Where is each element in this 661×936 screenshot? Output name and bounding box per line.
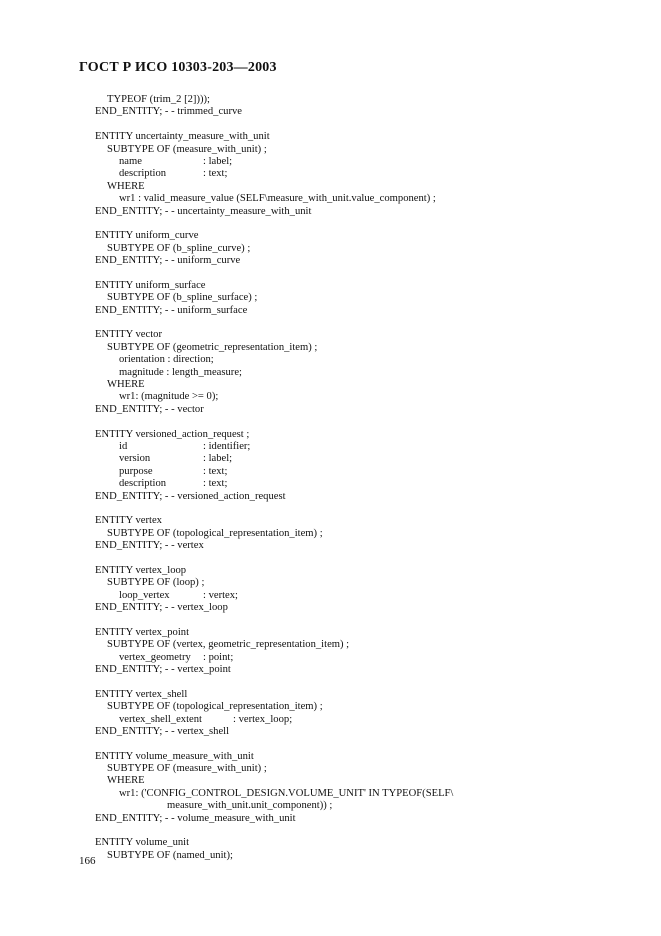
- code-text: SUBTYPE OF (measure_with_unit) ;: [107, 763, 267, 775]
- code-type-column: : vertex;: [203, 589, 239, 601]
- code-text: END_ENTITY; - - uniform_curve: [95, 255, 241, 267]
- code-text: id: [119, 440, 128, 452]
- code-line: [95, 379, 635, 391]
- code-text: ENTITY vertex_point: [95, 626, 190, 638]
- code-text: ENTITY vertex_loop: [95, 564, 187, 576]
- code-line: [95, 243, 635, 255]
- code-line: [95, 466, 635, 478]
- code-line: [95, 342, 635, 354]
- code-text: ENTITY volume_measure_with_unit: [95, 750, 254, 762]
- code-line: [95, 565, 635, 577]
- code-text: END_ENTITY; - - vertex_loop: [95, 602, 228, 614]
- code-text: SUBTYPE OF (named_unit);: [107, 849, 233, 861]
- blank-line: [95, 676, 635, 688]
- code-type-column: : identifier;: [203, 440, 251, 452]
- code-line: [95, 292, 635, 304]
- code-line: [95, 305, 635, 317]
- blank-line: [95, 317, 635, 329]
- code-text: TYPEOF (trim_2 [2])));: [107, 94, 210, 105]
- code-line: [95, 775, 635, 787]
- code-line: [95, 689, 635, 701]
- code-line: [95, 280, 635, 292]
- code-line: [95, 94, 635, 106]
- code-text: END_ENTITY; - - vector: [95, 403, 204, 415]
- blank-line: [95, 738, 635, 750]
- code-text: vertex_geometry: [119, 651, 191, 663]
- code-text: ENTITY uniform_surface: [95, 279, 206, 291]
- code-text: WHERE: [107, 775, 145, 787]
- code-text: version: [119, 453, 151, 465]
- code-text: orientation : direction;: [119, 354, 214, 366]
- code-line: [95, 491, 635, 503]
- code-line: [95, 763, 635, 775]
- code-text: ENTITY volume_unit: [95, 837, 190, 849]
- code-text: ENTITY vector: [95, 329, 162, 341]
- code-text: SUBTYPE OF (b_spline_surface) ;: [107, 292, 258, 304]
- code-line: [95, 230, 635, 242]
- code-text: ENTITY versioned_action_request ;: [95, 428, 250, 440]
- code-line: [95, 602, 635, 614]
- code-text: SUBTYPE OF (b_spline_curve) ;: [107, 242, 251, 254]
- code-text: END_ENTITY; - - volume_measure_with_unit: [95, 812, 296, 824]
- code-text: WHERE: [107, 378, 145, 390]
- blank-line: [95, 416, 635, 428]
- code-line: [95, 391, 635, 403]
- blank-line: [95, 218, 635, 230]
- code-type-column: : label;: [203, 453, 233, 465]
- code-line: [95, 131, 635, 143]
- code-text: measure_with_unit.unit_component)) ;: [167, 800, 333, 812]
- code-type-column: : text;: [203, 465, 228, 477]
- code-line: [95, 429, 635, 441]
- code-line: [95, 590, 635, 602]
- blank-line: [95, 614, 635, 626]
- code-line: [95, 528, 635, 540]
- code-line: [95, 627, 635, 639]
- code-text: description: [119, 478, 167, 490]
- code-text: vertex_shell_extent: [119, 713, 202, 725]
- code-text: name: [119, 155, 142, 167]
- code-text: SUBTYPE OF (geometric_representation_item) ;: [107, 341, 318, 353]
- code-line: [95, 714, 635, 726]
- code-line: [95, 441, 635, 453]
- code-text: wr1 : valid_measure_value (SELF\measure_with_unit.value_component) ;: [119, 193, 436, 205]
- blank-line: [95, 503, 635, 515]
- code-text: wr1: ('CONFIG_CONTROL_DESIGN.VOLUME_UNIT' IN TYPEOF(SELF\: [119, 787, 454, 799]
- code-text: SUBTYPE OF (vertex, geometric_representation_item) ;: [107, 639, 350, 651]
- code-line: [95, 726, 635, 738]
- code-text: magnitude : length_measure;: [119, 366, 242, 378]
- code-line: [95, 453, 635, 465]
- code-text: END_ENTITY; - - vertex_shell: [95, 725, 230, 737]
- code-listing: [95, 94, 635, 862]
- code-text: WHERE: [107, 180, 145, 192]
- blank-line: [95, 552, 635, 564]
- code-text: END_ENTITY; - - uncertainty_measure_with_unit: [95, 205, 312, 217]
- code-line: [95, 837, 635, 849]
- code-line: [95, 404, 635, 416]
- code-line: [95, 800, 635, 812]
- code-line: [95, 850, 635, 862]
- code-line: [95, 639, 635, 651]
- code-text: SUBTYPE OF (topological_representation_item) ;: [107, 527, 323, 539]
- code-text: SUBTYPE OF (topological_representation_item) ;: [107, 701, 323, 713]
- code-text: END_ENTITY; - - versioned_action_request: [95, 490, 286, 502]
- code-line: [95, 156, 635, 168]
- code-line: [95, 354, 635, 366]
- blank-line: [95, 119, 635, 131]
- code-line: [95, 144, 635, 156]
- code-type-column: : point;: [203, 651, 234, 663]
- code-text: END_ENTITY; - - trimmed_curve: [95, 106, 242, 118]
- code-line: [95, 751, 635, 763]
- blank-line: [95, 825, 635, 837]
- blank-line: [95, 267, 635, 279]
- code-line: [95, 367, 635, 379]
- code-line: [95, 664, 635, 676]
- code-text: purpose: [119, 465, 153, 477]
- page-number: 166: [79, 855, 96, 867]
- code-text: END_ENTITY; - - vertex_point: [95, 663, 231, 675]
- code-type-column: : text;: [203, 478, 228, 490]
- code-line: [95, 255, 635, 267]
- code-text: loop_vertex: [119, 589, 170, 601]
- code-line: [95, 515, 635, 527]
- code-line: [95, 652, 635, 664]
- code-text: ENTITY vertex_shell: [95, 688, 188, 700]
- code-line: [95, 329, 635, 341]
- code-line: [95, 181, 635, 193]
- code-text: SUBTYPE OF (loop) ;: [107, 577, 205, 589]
- code-text: ENTITY uncertainty_measure_with_unit: [95, 131, 270, 143]
- code-type-column: : vertex_loop;: [233, 713, 293, 725]
- code-text: description: [119, 168, 167, 180]
- code-line: [95, 168, 635, 180]
- code-text: SUBTYPE OF (measure_with_unit) ;: [107, 143, 267, 155]
- code-line: [95, 813, 635, 825]
- document-header: ГОСТ Р ИСО 10303-203—2003: [79, 60, 277, 75]
- code-text: END_ENTITY; - - uniform_surface: [95, 304, 248, 316]
- code-line: [95, 701, 635, 713]
- code-text: ENTITY uniform_curve: [95, 230, 199, 242]
- code-line: [95, 106, 635, 118]
- code-type-column: : text;: [203, 168, 228, 180]
- code-line: [95, 577, 635, 589]
- code-text: ENTITY vertex: [95, 515, 162, 527]
- code-type-column: : label;: [203, 155, 233, 167]
- code-text: END_ENTITY; - - vertex: [95, 540, 204, 552]
- code-line: [95, 788, 635, 800]
- code-line: [95, 193, 635, 205]
- code-line: [95, 540, 635, 552]
- code-line: [95, 206, 635, 218]
- code-text: wr1: (magnitude >= 0);: [119, 391, 219, 403]
- code-line: [95, 478, 635, 490]
